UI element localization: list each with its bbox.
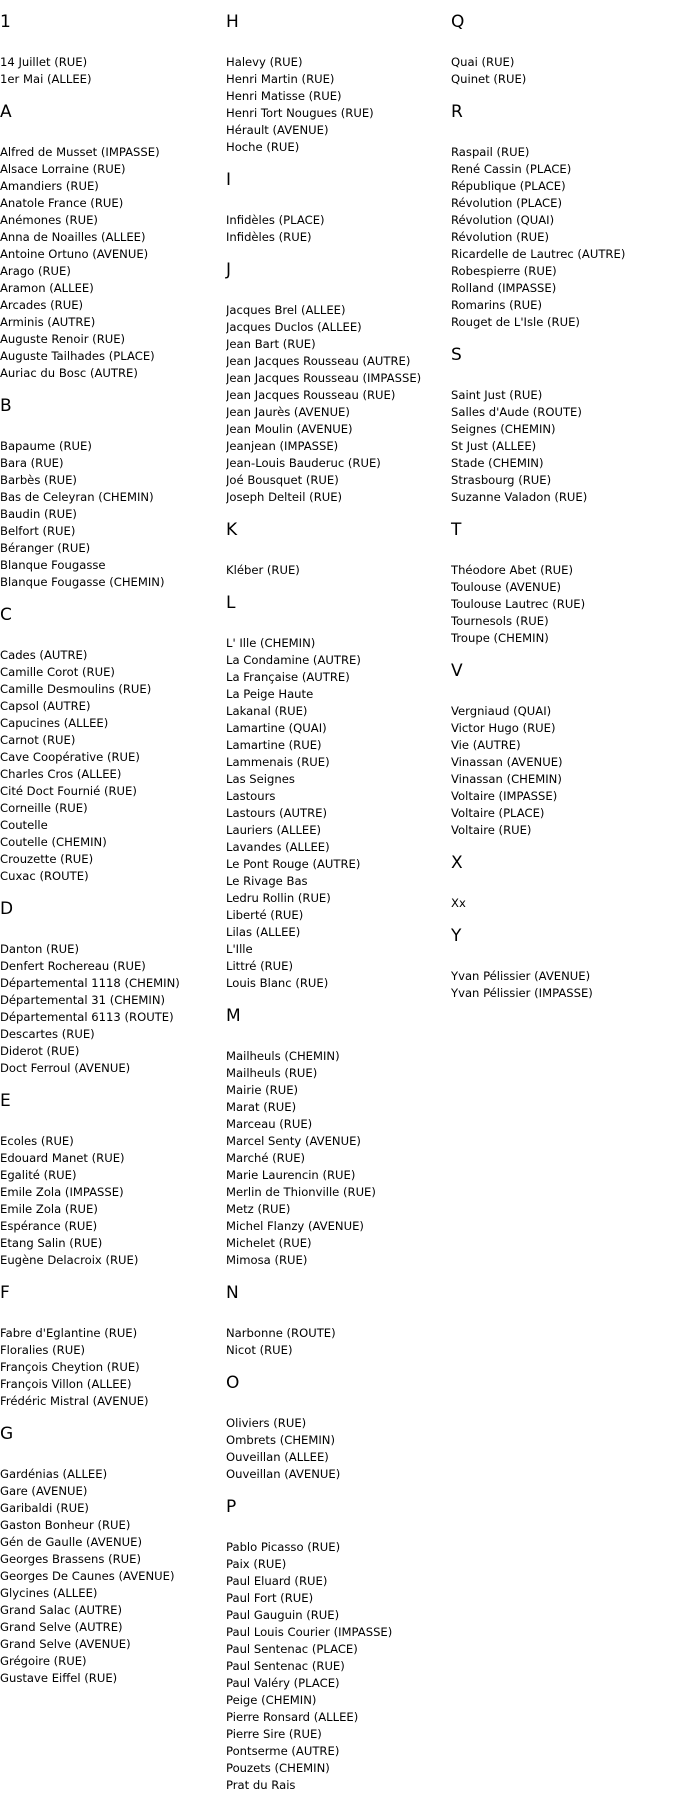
letter-section	[451, 661, 675, 839]
street-entry: Edouard Manet (RUE)	[0, 1151, 125, 1165]
street-entry: Georges Brassens (RUE)	[0, 1552, 142, 1566]
street-entry: Belfort (RUE)	[0, 524, 76, 538]
letter-heading: D	[0, 899, 14, 919]
street-entry: Jeanjean (IMPASSE)	[226, 439, 339, 453]
letter-heading: E	[0, 1091, 11, 1111]
street-entry: François Cheytion (RUE)	[0, 1360, 140, 1374]
street-list	[226, 1539, 451, 1794]
street-entry: Eugène Delacroix (RUE)	[0, 1253, 139, 1267]
street-entry: Ecoles (RUE)	[0, 1134, 74, 1148]
street-entry: Gustave Eiffel (RUE)	[0, 1671, 118, 1685]
street-entry: Paul Eluard (RUE)	[226, 1574, 328, 1588]
letter-heading: 1	[0, 12, 11, 32]
street-entry: Lauriers (ALLEE)	[226, 823, 322, 837]
street-entry: Alsace Lorraine (RUE)	[0, 162, 126, 176]
street-entry: Mimosa (RUE)	[226, 1253, 308, 1267]
street-entry: République (PLACE)	[451, 179, 566, 193]
street-entry: Blanque Fougasse	[0, 558, 106, 572]
street-entry: Vergniaud (QUAI)	[451, 704, 552, 718]
street-entry: Pierre Ronsard (ALLEE)	[226, 1710, 359, 1724]
street-entry: Capsol (AUTRE)	[0, 699, 91, 713]
street-list	[451, 144, 675, 331]
street-entry: Jean Bart (RUE)	[226, 337, 316, 351]
street-entry: Grand Selve (AUTRE)	[0, 1620, 123, 1634]
street-entry: Etang Salin (RUE)	[0, 1236, 103, 1250]
street-entry: Vie (AUTRE)	[451, 738, 521, 752]
street-entry: Bara (RUE)	[0, 456, 64, 470]
street-entry: Vinassan (AVENUE)	[451, 755, 563, 769]
letter-heading: I	[226, 170, 232, 190]
street-entry: Aramon (ALLEE)	[0, 281, 94, 295]
street-entry: Michelet (RUE)	[226, 1236, 312, 1250]
street-entry: Descartes (RUE)	[0, 1027, 95, 1041]
letter-heading: H	[226, 12, 239, 32]
street-entry: Paul Sentenac (RUE)	[226, 1659, 345, 1673]
street-entry: Capucines (ALLEE)	[0, 716, 109, 730]
street-entry: Kléber (RUE)	[226, 563, 300, 577]
letter-section	[451, 345, 675, 506]
letter-heading: K	[226, 520, 238, 540]
street-entry: Jacques Duclos (ALLEE)	[226, 320, 362, 334]
street-entry: Yvan Pélissier (IMPASSE)	[451, 986, 593, 1000]
street-index-column-3	[451, 0, 675, 1016]
street-entry: Cades (AUTRE)	[0, 648, 88, 662]
letter-section	[0, 1091, 225, 1269]
letter-heading: V	[451, 661, 463, 681]
street-entry: La Peige Haute	[226, 687, 314, 701]
street-entry: Marcel Senty (AVENUE)	[226, 1134, 361, 1148]
street-entry: Grégoire (RUE)	[0, 1654, 87, 1668]
letter-heading: P	[226, 1497, 237, 1517]
street-entry: Voltaire (IMPASSE)	[451, 789, 558, 803]
street-entry: Lavandes (ALLEE)	[226, 840, 330, 854]
street-entry: Fabre d'Eglantine (RUE)	[0, 1326, 138, 1340]
street-entry: Coutelle (CHEMIN)	[0, 835, 107, 849]
letter-section	[226, 520, 451, 579]
street-entry: Rouget de L'Isle (RUE)	[451, 315, 580, 329]
street-entry: Michel Flanzy (AVENUE)	[226, 1219, 364, 1233]
street-entry: 1er Mai (ALLEE)	[0, 72, 92, 86]
letter-heading: Y	[451, 926, 462, 946]
street-entry: Raspail (RUE)	[451, 145, 530, 159]
street-entry: Danton (RUE)	[0, 942, 79, 956]
street-list	[451, 54, 675, 88]
street-entry: Jean Jacques Rousseau (IMPASSE)	[226, 371, 422, 385]
letter-section	[0, 396, 225, 591]
street-entry: Toulouse Lautrec (RUE)	[451, 597, 586, 611]
street-list	[226, 635, 451, 992]
street-list	[0, 144, 225, 382]
street-entry: Départemental 6113 (ROUTE)	[0, 1010, 174, 1024]
street-entry: La Française (AUTRE)	[226, 670, 350, 684]
letter-heading: F	[0, 1283, 10, 1303]
letter-section	[0, 899, 225, 1077]
street-entry: Jean-Louis Bauderuc (RUE)	[226, 456, 381, 470]
street-entry: Alfred de Musset (IMPASSE)	[0, 145, 160, 159]
letter-heading: G	[0, 1424, 14, 1444]
street-list	[451, 895, 675, 912]
letter-heading: T	[451, 520, 462, 540]
street-entry: Glycines (ALLEE)	[0, 1586, 98, 1600]
letter-section	[226, 260, 451, 506]
street-entry: St Just (ALLEE)	[451, 439, 537, 453]
street-entry: Arcades (RUE)	[0, 298, 84, 312]
street-entry: Rolland (IMPASSE)	[451, 281, 557, 295]
street-entry: Henri Martin (RUE)	[226, 72, 335, 86]
street-entry: Quinet (RUE)	[451, 72, 527, 86]
street-entry: Victor Hugo (RUE)	[451, 721, 556, 735]
street-entry: Paul Sentenac (PLACE)	[226, 1642, 358, 1656]
street-entry: Cuxac (ROUTE)	[0, 869, 89, 883]
street-entry: Lilas (ALLEE)	[226, 925, 301, 939]
street-entry: Camille Corot (RUE)	[0, 665, 115, 679]
street-entry: Hérault (AVENUE)	[226, 123, 329, 137]
street-entry: Liberté (RUE)	[226, 908, 304, 922]
street-index-column-1	[0, 0, 225, 1701]
street-entry: Révolution (RUE)	[451, 230, 549, 244]
street-entry: Anna de Noailles (ALLEE)	[0, 230, 146, 244]
street-entry: Infidèles (PLACE)	[226, 213, 325, 227]
street-entry: L'Ille	[226, 942, 253, 956]
street-entry: Garibaldi (RUE)	[0, 1501, 89, 1515]
street-entry: Marceau (RUE)	[226, 1117, 313, 1131]
street-entry: Jean Jaurès (AVENUE)	[226, 405, 350, 419]
street-list	[0, 941, 225, 1077]
street-entry: Henri Tort Nougues (RUE)	[226, 106, 374, 120]
street-entry: Cave Coopérative (RUE)	[0, 750, 140, 764]
street-entry: Voltaire (RUE)	[451, 823, 532, 837]
street-entry: Stade (CHEMIN)	[451, 456, 544, 470]
letter-section	[451, 12, 675, 88]
street-entry: Infidèles (RUE)	[226, 230, 312, 244]
street-list	[451, 387, 675, 506]
street-entry: La Condamine (AUTRE)	[226, 653, 361, 667]
street-entry: Quai (RUE)	[451, 55, 515, 69]
street-entry: Lakanal (RUE)	[226, 704, 308, 718]
street-entry: Baudin (RUE)	[0, 507, 77, 521]
street-entry: Lamartine (RUE)	[226, 738, 322, 752]
street-entry: Halevy (RUE)	[226, 55, 303, 69]
street-list	[0, 1325, 225, 1410]
street-entry: Narbonne (ROUTE)	[226, 1326, 336, 1340]
street-entry: Gardénias (ALLEE)	[0, 1467, 108, 1481]
street-entry: Carnot (RUE)	[0, 733, 76, 747]
street-list	[0, 54, 225, 88]
street-entry: Egalité (RUE)	[0, 1168, 77, 1182]
street-entry: Louis Blanc (RUE)	[226, 976, 329, 990]
street-entry: Bapaume (RUE)	[0, 439, 92, 453]
street-entry: Ouveillan (ALLEE)	[226, 1450, 329, 1464]
street-list	[226, 212, 451, 246]
street-entry: Salles d'Aude (ROUTE)	[451, 405, 582, 419]
street-entry: Gén de Gaulle (AVENUE)	[0, 1535, 143, 1549]
street-entry: Ombrets (CHEMIN)	[226, 1433, 335, 1447]
street-entry: Robespierre (RUE)	[451, 264, 557, 278]
street-entry: Gaston Bonheur (RUE)	[0, 1518, 131, 1532]
street-entry: Peige (CHEMIN)	[226, 1693, 317, 1707]
street-index-column-2	[226, 0, 451, 1808]
street-entry: Suzanne Valadon (RUE)	[451, 490, 588, 504]
street-entry: Diderot (RUE)	[0, 1044, 80, 1058]
street-entry: Jacques Brel (ALLEE)	[226, 303, 346, 317]
street-entry: Arago (RUE)	[0, 264, 71, 278]
street-entry: Paix (RUE)	[226, 1557, 287, 1571]
street-entry: Coutelle	[0, 818, 48, 832]
street-entry: Xx	[451, 896, 466, 910]
street-entry: Départemental 31 (CHEMIN)	[0, 993, 166, 1007]
street-entry: Pierre Sire (RUE)	[226, 1727, 322, 1741]
street-list	[226, 1415, 451, 1483]
letter-heading: C	[0, 605, 12, 625]
street-entry: Denfert Rochereau (RUE)	[0, 959, 146, 973]
street-entry: Paul Fort (RUE)	[226, 1591, 314, 1605]
street-entry: Amandiers (RUE)	[0, 179, 99, 193]
street-entry: Le Pont Rouge (AUTRE)	[226, 857, 361, 871]
letter-section	[451, 853, 675, 912]
street-entry: Henri Matisse (RUE)	[226, 89, 342, 103]
letter-heading: M	[226, 1006, 241, 1026]
street-entry: Saint Just (RUE)	[451, 388, 543, 402]
letter-section	[0, 102, 225, 382]
street-entry: Hoche (RUE)	[226, 140, 300, 154]
letter-heading: B	[0, 396, 12, 416]
street-entry: Yvan Pélissier (AVENUE)	[451, 969, 591, 983]
letter-section	[451, 520, 675, 647]
street-entry: Frédéric Mistral (AVENUE)	[0, 1394, 149, 1408]
street-entry: Littré (RUE)	[226, 959, 294, 973]
street-entry: Anémones (RUE)	[0, 213, 98, 227]
street-entry: François Villon (ALLEE)	[0, 1377, 132, 1391]
street-entry: Pontserme (AUTRE)	[226, 1744, 340, 1758]
letter-section	[226, 1497, 451, 1794]
street-entry: Anatole France (RUE)	[0, 196, 124, 210]
letter-section	[451, 102, 675, 331]
street-entry: Paul Valéry (PLACE)	[226, 1676, 340, 1690]
street-entry: Théodore Abet (RUE)	[451, 563, 574, 577]
letter-heading: O	[226, 1373, 240, 1393]
street-entry: Espérance (RUE)	[0, 1219, 98, 1233]
street-entry: Mailheuls (RUE)	[226, 1066, 318, 1080]
street-entry: Cité Doct Fournié (RUE)	[0, 784, 137, 798]
street-entry: Bas de Celeyran (CHEMIN)	[0, 490, 154, 504]
street-entry: Lammenais (RUE)	[226, 755, 330, 769]
street-entry: Gare (AVENUE)	[0, 1484, 88, 1498]
street-entry: Corneille (RUE)	[0, 801, 88, 815]
letter-heading: S	[451, 345, 462, 365]
street-entry: Joseph Delteil (RUE)	[226, 490, 343, 504]
street-entry: Joé Bousquet (RUE)	[226, 473, 339, 487]
street-entry: Metz (RUE)	[226, 1202, 291, 1216]
letter-heading: J	[226, 260, 232, 280]
street-entry: Auguste Tailhades (PLACE)	[0, 349, 155, 363]
street-entry: Pablo Picasso (RUE)	[226, 1540, 341, 1554]
street-entry: Antoine Ortuno (AVENUE)	[0, 247, 149, 261]
street-entry: Grand Salac (AUTRE)	[0, 1603, 123, 1617]
street-entry: Crouzette (RUE)	[0, 852, 94, 866]
street-entry: Grand Selve (AVENUE)	[0, 1637, 131, 1651]
street-entry: Floralies (RUE)	[0, 1343, 86, 1357]
letter-section	[0, 605, 225, 885]
street-entry: Barbès (RUE)	[0, 473, 77, 487]
street-entry: Lamartine (QUAI)	[226, 721, 327, 735]
street-entry: Emile Zola (IMPASSE)	[0, 1185, 124, 1199]
letter-section	[226, 1006, 451, 1269]
street-entry: Béranger (RUE)	[0, 541, 91, 555]
street-entry: Paul Louis Courier (IMPASSE)	[226, 1625, 393, 1639]
street-entry: Ouveillan (AVENUE)	[226, 1467, 341, 1481]
street-list	[451, 703, 675, 839]
letter-heading: L	[226, 593, 236, 613]
street-list	[226, 1325, 451, 1359]
street-entry: Révolution (PLACE)	[451, 196, 562, 210]
street-entry: Jean Moulin (AVENUE)	[226, 422, 353, 436]
letter-section	[451, 926, 675, 1002]
letter-heading: Q	[451, 12, 465, 32]
letter-heading: R	[451, 102, 463, 122]
street-entry: L' Ille (CHEMIN)	[226, 636, 316, 650]
street-entry: Las Seignes	[226, 772, 295, 786]
street-list	[0, 1133, 225, 1269]
street-entry: Prat du Rais	[226, 1778, 296, 1792]
street-entry: Voltaire (PLACE)	[451, 806, 545, 820]
street-list	[451, 562, 675, 647]
street-entry: Charles Cros (ALLEE)	[0, 767, 122, 781]
street-entry: Ricardelle de Lautrec (AUTRE)	[451, 247, 626, 261]
street-entry: Blanque Fougasse (CHEMIN)	[0, 575, 165, 589]
street-entry: Auguste Renoir (RUE)	[0, 332, 126, 346]
street-entry: Marie Laurencin (RUE)	[226, 1168, 356, 1182]
letter-section	[0, 1283, 225, 1410]
street-entry: Auriac du Bosc (AUTRE)	[0, 366, 138, 380]
street-list	[226, 54, 451, 156]
street-entry: Marché (RUE)	[226, 1151, 306, 1165]
street-entry: Troupe (CHEMIN)	[451, 631, 549, 645]
letter-section	[226, 593, 451, 992]
street-entry: Oliviers (RUE)	[226, 1416, 307, 1430]
street-list	[226, 1048, 451, 1269]
street-list	[0, 438, 225, 591]
letter-section	[226, 170, 451, 246]
street-entry: Nicot (RUE)	[226, 1343, 293, 1357]
street-entry: Le Rivage Bas	[226, 874, 308, 888]
street-entry: Jean Jacques Rousseau (RUE)	[226, 388, 396, 402]
street-entry: Pouzets (CHEMIN)	[226, 1761, 330, 1775]
street-entry: Toulouse (AVENUE)	[451, 580, 562, 594]
street-entry: Paul Gauguin (RUE)	[226, 1608, 340, 1622]
street-entry: Jean Jacques Rousseau (AUTRE)	[226, 354, 411, 368]
street-entry: Mailheuls (CHEMIN)	[226, 1049, 340, 1063]
street-entry: René Cassin (PLACE)	[451, 162, 572, 176]
street-entry: Georges De Caunes (AVENUE)	[0, 1569, 175, 1583]
street-entry: Seignes (CHEMIN)	[451, 422, 556, 436]
street-list	[451, 968, 675, 1002]
letter-section	[226, 1283, 451, 1359]
letter-heading: A	[0, 102, 12, 122]
street-entry: Départemental 1118 (CHEMIN)	[0, 976, 180, 990]
street-entry: Révolution (QUAI)	[451, 213, 555, 227]
street-entry: Strasbourg (RUE)	[451, 473, 552, 487]
letter-section	[226, 12, 451, 156]
street-list	[226, 302, 451, 506]
letter-heading: N	[226, 1283, 239, 1303]
street-entry: Tournesols (RUE)	[451, 614, 549, 628]
street-list	[226, 562, 451, 579]
letter-section	[0, 1424, 225, 1687]
street-entry: Vinassan (CHEMIN)	[451, 772, 562, 786]
street-entry: Romarins (RUE)	[451, 298, 543, 312]
street-entry: Emile Zola (RUE)	[0, 1202, 98, 1216]
street-entry: Arminis (AUTRE)	[0, 315, 96, 329]
street-entry: Mairie (RUE)	[226, 1083, 299, 1097]
street-entry: Lastours (AUTRE)	[226, 806, 328, 820]
street-entry: Camille Desmoulins (RUE)	[0, 682, 152, 696]
street-entry: Merlin de Thionville (RUE)	[226, 1185, 376, 1199]
street-list	[0, 647, 225, 885]
street-entry: Lastours	[226, 789, 276, 803]
street-entry: Marat (RUE)	[226, 1100, 297, 1114]
street-list	[0, 1466, 225, 1687]
street-entry: 14 Juillet (RUE)	[0, 55, 88, 69]
street-entry: Ledru Rollin (RUE)	[226, 891, 331, 905]
letter-section	[0, 12, 225, 88]
letter-heading: X	[451, 853, 463, 873]
letter-section	[226, 1373, 451, 1483]
street-entry: Doct Ferroul (AVENUE)	[0, 1061, 131, 1075]
